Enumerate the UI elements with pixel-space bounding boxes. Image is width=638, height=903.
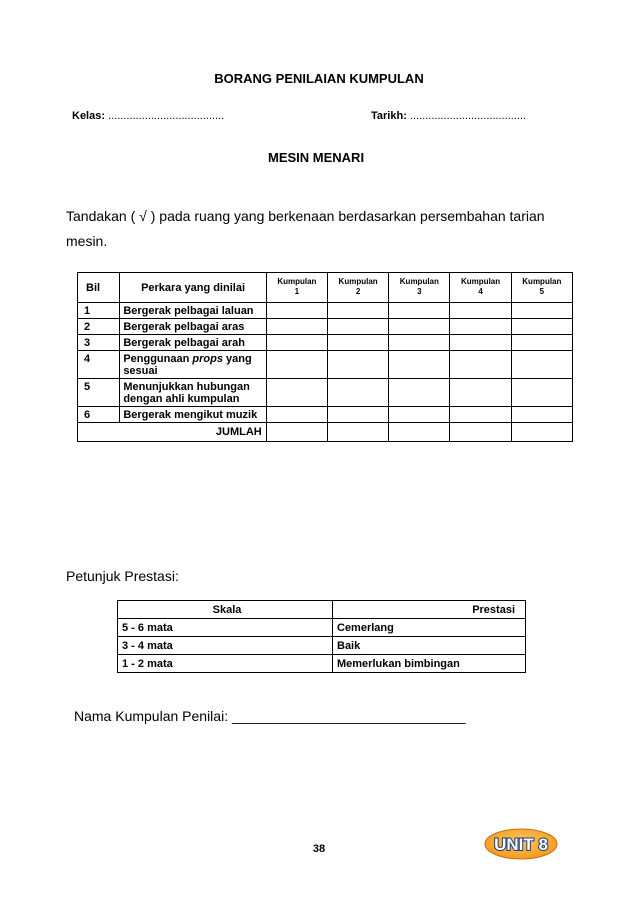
- mark-cell-group-3[interactable]: [389, 335, 450, 351]
- col-scale-header: Skala: [118, 601, 333, 619]
- table-row: [78, 303, 573, 319]
- instruction-text: Tandakan ( √ ) pada ruang yang berkenaan berdasarkan persembahan tarian mesin.: [66, 208, 545, 249]
- mark-cell-group-2[interactable]: [327, 407, 388, 423]
- scale-value: 1 - 2 mata: [118, 655, 333, 673]
- performance-scale-table: [117, 600, 526, 673]
- row-criterion: Menunjukkan hubungan dengan ahli kumpulan: [120, 379, 266, 407]
- kelas-label: Kelas:: [72, 110, 106, 122]
- table-row: [78, 319, 573, 335]
- col-group-1-header: [266, 273, 327, 303]
- row-number: 2: [78, 319, 120, 335]
- mark-cell-group-5[interactable]: [511, 379, 572, 407]
- mark-cell-group-3[interactable]: [389, 379, 450, 407]
- tarikh-field: [371, 110, 526, 122]
- evaluator-group-field: [74, 708, 466, 724]
- legend-label: Petunjuk Prestasi:: [66, 568, 179, 584]
- scale-value: 5 - 6 mata: [118, 619, 333, 637]
- tarikh-blank: ......................................: [409, 110, 527, 122]
- row-number: 6: [78, 407, 120, 423]
- group-label: Kumpulan: [399, 277, 439, 286]
- row-criterion: Bergerak pelbagai aras: [120, 319, 266, 335]
- row-criterion: Bergerak mengikut muzik: [120, 407, 266, 423]
- evaluator-label: Nama Kumpulan Penilai:: [74, 708, 232, 724]
- group-number: 3: [417, 287, 422, 296]
- col-item-header: Perkara yang dinilai: [120, 273, 266, 303]
- criterion-text: Penggunaan: [123, 353, 193, 365]
- mark-cell-group-2[interactable]: [327, 303, 388, 319]
- mark-cell-group-5[interactable]: [511, 351, 572, 379]
- row-number: 5: [78, 379, 120, 407]
- row-criterion: [120, 351, 266, 379]
- total-cell-group-4[interactable]: [450, 423, 511, 442]
- mark-cell-group-3[interactable]: [389, 407, 450, 423]
- group-number: 2: [355, 287, 361, 296]
- total-cell-group-3[interactable]: [389, 423, 450, 442]
- dance-title: MESIN MENARI: [268, 150, 365, 165]
- col-group-2-header: [327, 273, 388, 303]
- mark-cell-group-1[interactable]: [266, 335, 327, 351]
- group-label: Kumpulan: [277, 277, 317, 286]
- table-row: [118, 619, 526, 637]
- col-group-4-header: [450, 273, 511, 303]
- table-row: [78, 335, 573, 351]
- group-number: 1: [294, 287, 300, 296]
- total-cell-group-1[interactable]: [266, 423, 327, 442]
- mark-cell-group-3[interactable]: [389, 319, 450, 335]
- mark-cell-group-1[interactable]: [266, 319, 327, 335]
- mark-cell-group-4[interactable]: [450, 303, 511, 319]
- mark-cell-group-4[interactable]: [450, 379, 511, 407]
- scale-value: 3 - 4 mata: [118, 637, 333, 655]
- mark-cell-group-4[interactable]: [450, 335, 511, 351]
- mark-cell-group-2[interactable]: [327, 335, 388, 351]
- kelas-blank: ......................................: [108, 110, 225, 122]
- table-row: [78, 407, 573, 423]
- total-label: JUMLAH: [78, 423, 267, 442]
- row-criterion: Bergerak pelbagai arah: [120, 335, 266, 351]
- mark-cell-group-2[interactable]: [327, 351, 388, 379]
- group-number: 4: [478, 287, 483, 296]
- row-criterion: Bergerak pelbagai laluan: [120, 303, 266, 319]
- col-group-3-header: [389, 273, 450, 303]
- mark-cell-group-1[interactable]: [266, 303, 327, 319]
- mark-cell-group-1[interactable]: [266, 407, 327, 423]
- evaluator-blank[interactable]: ______________________________: [231, 708, 466, 724]
- mark-cell-group-1[interactable]: [266, 351, 327, 379]
- unit-badge: [484, 828, 558, 860]
- table-row: [78, 351, 573, 379]
- scale-header-row: [118, 601, 526, 619]
- mark-cell-group-3[interactable]: [389, 303, 450, 319]
- group-label: Kumpulan: [461, 277, 501, 286]
- group-label: Kumpulan: [522, 277, 562, 286]
- mark-cell-group-4[interactable]: [450, 319, 511, 335]
- kelas-field: [72, 110, 224, 122]
- mark-cell-group-1[interactable]: [266, 379, 327, 407]
- criterion-text-end: yang sesuai: [123, 353, 252, 377]
- table-row: [118, 637, 526, 655]
- total-cell-group-2[interactable]: [327, 423, 388, 442]
- criterion-emphasis: props: [192, 353, 223, 365]
- row-number: 4: [78, 351, 120, 379]
- mark-cell-group-2[interactable]: [327, 319, 388, 335]
- tarikh-label: Tarikh:: [371, 110, 407, 122]
- total-row: [78, 423, 573, 442]
- mark-cell-group-3[interactable]: [389, 351, 450, 379]
- mark-cell-group-5[interactable]: [511, 407, 572, 423]
- row-number: 3: [78, 335, 120, 351]
- badge-text: UNIT 8: [494, 835, 548, 854]
- table-row: [118, 655, 526, 673]
- total-cell-group-5[interactable]: [511, 423, 572, 442]
- evaluation-header-row: [78, 273, 573, 303]
- page-number: 38: [312, 843, 326, 855]
- col-bil-header: Bil: [78, 273, 120, 303]
- mark-cell-group-4[interactable]: [450, 407, 511, 423]
- group-label: Kumpulan: [338, 277, 378, 286]
- col-result-header: Prestasi: [333, 601, 526, 619]
- mark-cell-group-5[interactable]: [511, 303, 572, 319]
- mark-cell-group-5[interactable]: [511, 319, 572, 335]
- result-value: Cemerlang: [333, 619, 526, 637]
- col-group-5-header: [511, 273, 572, 303]
- mark-cell-group-5[interactable]: [511, 335, 572, 351]
- result-value: Memerlukan bimbingan: [333, 655, 526, 673]
- mark-cell-group-2[interactable]: [327, 379, 388, 407]
- mark-cell-group-4[interactable]: [450, 351, 511, 379]
- evaluation-table: [77, 272, 573, 442]
- result-value: Baik: [333, 637, 526, 655]
- table-row: [78, 379, 573, 407]
- row-number: 1: [78, 303, 120, 319]
- form-title: BORANG PENILAIAN KUMPULAN: [214, 71, 424, 86]
- group-number: 5: [539, 287, 545, 296]
